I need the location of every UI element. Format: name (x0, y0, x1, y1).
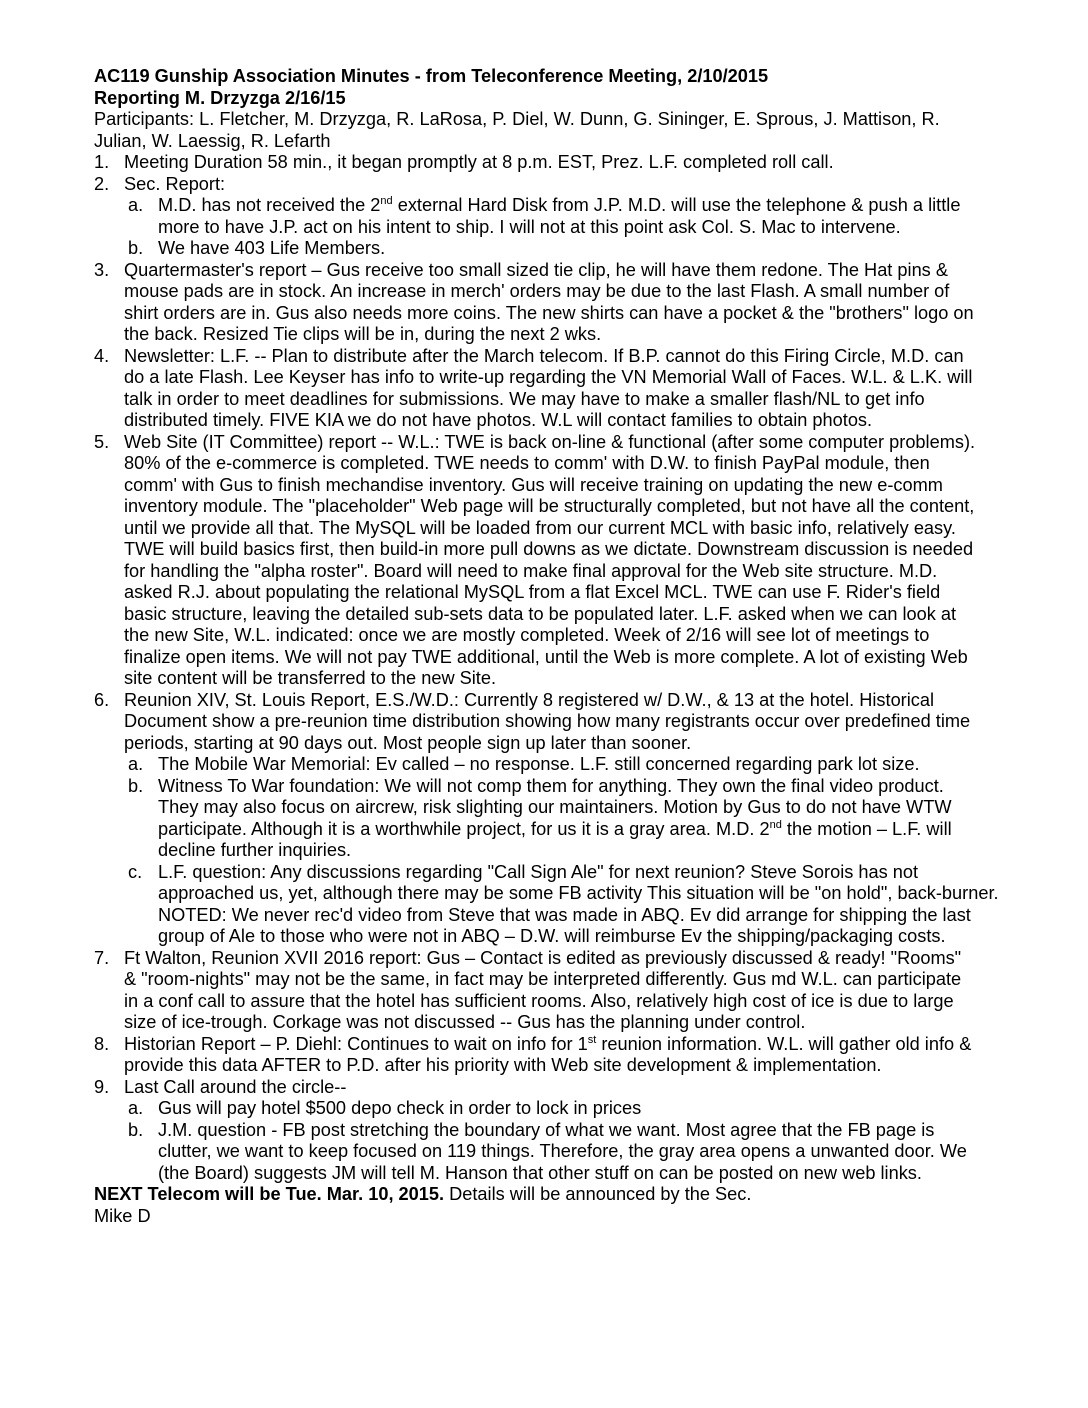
sub-item-text: J.M. question - FB post stretching the boundary of what we want. Most agree that the FB page is (158, 1119, 935, 1140)
sub-item-text: They may also focus on aircrew, risk slighting our maintainers. Motion by Gus to do not have WTW (158, 797, 952, 817)
item-text: Web Site (IT Committee) report -- W.L.: TWE is back on-line & functional (after some computer problems). (124, 431, 976, 452)
participants (94, 109, 1030, 152)
agenda-item-8 (94, 1034, 1030, 1077)
item-text: talk in order to meet deadlines for submissions. We may have to make a smaller flash/NL to get info (124, 388, 925, 409)
agenda-item-9 (94, 1077, 1030, 1099)
superscript: nd (769, 818, 782, 831)
agenda-item-1 (94, 152, 1030, 174)
item-text: in a conf call to assure that the hotel has sufficient rooms. Also, relatively high cost of ice is due to large (124, 990, 954, 1011)
sub-item-text: We have 403 Life Members. (158, 238, 386, 258)
item-text: for handling the "alpha roster". Board will need to make final approval for the Web site structure. M.D. (124, 560, 938, 581)
sub-item-text: Gus will pay hotel $500 depo check in order to lock in prices (158, 1098, 642, 1118)
item-number: 9. (94, 1076, 110, 1097)
item-text: periods, starting at 90 days out. Most people sign up later than sooner. (124, 732, 692, 753)
sub-item-text: Witness To War foundation: We will not comp them for anything. They own the final video product. (158, 775, 944, 796)
text-span: external Hard Disk from J.P. M.D. will use the telephone & push a little (392, 195, 961, 215)
item-number: 4. (94, 345, 110, 366)
sub-item-text: clutter, we want to keep focused on 119 things. Therefore, the gray area opens a unwanted door. We (158, 1141, 967, 1161)
agenda-item-3 (94, 260, 1030, 346)
item-text: distributed timely. FIVE KIA we do not have photos. W.L will contact families to obtain photos. (124, 410, 873, 430)
item-number: 6. (94, 689, 110, 710)
item-number: 7. (94, 947, 110, 968)
item-text: the back. Resized Tie clips will be in, during the next 2 wks. (124, 324, 602, 344)
sub-item-letter: b. (128, 1119, 144, 1140)
item-text: 80% of the e-commerce is completed. TWE needs to comm' with D.W. to finish PayPal module, then (124, 453, 930, 473)
text-span: reunion information. W.L. will gather old info & (596, 1033, 972, 1054)
sub-item-6c (94, 862, 1030, 948)
signature: Mike D (94, 1205, 151, 1226)
sub-item-letter: c. (128, 861, 143, 882)
item-text: site content will be transferred to the new Site. (124, 668, 497, 688)
sub-item-text: decline further inquiries. (158, 840, 352, 860)
item-text: basic structure, leaving the detailed sub-sets data to be populated later. L.F. asked when we can look at (124, 603, 957, 624)
item-text: Reunion XIV, St. Louis Report, E.S./W.D.: Currently 8 registered w/ D.W., & 13 at the hotel. Historical (124, 689, 935, 710)
item-text: asked R.J. about populating the relational MySQL from a flat Excel MCL. TWE can use F. Rider's field (124, 582, 941, 602)
sub-item-6a (94, 754, 1030, 776)
item-text: until we provide all that. The MySQL will be loaded from our current MCL with basic info, relatively easy. (124, 517, 956, 538)
minutes-document (94, 66, 1030, 1227)
sub-item-text: approached us, yet, although there may be some FB activity This situation will be "on hold", back-burner. (158, 883, 999, 903)
sub-item-9b (94, 1120, 1030, 1185)
agenda-item-4 (94, 346, 1030, 432)
next-telecom-note (94, 1184, 1030, 1206)
sub-item-9a (94, 1098, 1030, 1120)
item-text: Newsletter: L.F. -- Plan to distribute after the March telecom. If B.P. cannot do this Firing Circle, M.D. can (124, 345, 964, 366)
item-text: do a late Flash. Lee Keyser has info to write-up regarding the VN Memorial Wall of Faces. W.L. & L.K. will (124, 367, 973, 387)
sub-item-text: group of Ale to those who were not in ABQ – D.W. will reimburse Ev the shipping/packaging costs. (158, 926, 946, 946)
next-telecom-details: Details will be announced by the Sec. (444, 1184, 752, 1204)
sub-item-text: (the Board) suggests JM will tell M. Hanson that other stuff on can be posted on new web links. (158, 1162, 922, 1183)
text-span: M.D. has not received the 2 (158, 195, 381, 215)
item-text: mouse pads are in stock. An increase in merch' orders may be due to the last Flash. A small number of (124, 281, 950, 301)
item-text: & "room-nights" may not be the same, in fact may be interpreted differently. Gus md W.L. can participate (124, 969, 962, 989)
agenda-item-7 (94, 948, 1030, 1034)
item-text: Last Call around the circle-- (124, 1076, 347, 1097)
agenda-item-6 (94, 690, 1030, 755)
item-text: finalize open items. We will not pay TWE additional, until the Web is more complete. A lot of existing Web (124, 646, 968, 667)
item-number: 1. (94, 152, 110, 172)
reporting-line: Reporting M. Drzyzga 2/16/15 (94, 87, 346, 108)
item-text: provide this data AFTER to P.D. after his priority with Web site development & implementation. (124, 1055, 882, 1075)
item-number: 3. (94, 259, 110, 280)
superscript: st (587, 1033, 597, 1046)
sub-item-text: The Mobile War Memorial: Ev called – no response. L.F. still concerned regarding park lot size. (158, 754, 920, 774)
sub-item-letter: b. (128, 775, 144, 796)
item-text: inventory module. The "placeholder" Web page will be structurally completed, but not have all the content, (124, 496, 975, 516)
sub-item-text: NOTED: We never rec'd video from Steve that was made in ABQ. Ev did arrange for shipping the last (158, 904, 971, 925)
sub-item-letter: a. (128, 195, 144, 215)
sub-item-2b (94, 238, 1030, 260)
item-text: Ft Walton, Reunion XVII 2016 report: Gus – Contact is edited as previously discussed & ready! "Rooms" (124, 947, 962, 968)
agenda-item-5 (94, 432, 1030, 690)
item-text: Sec. Report: (124, 173, 226, 194)
item-number: 8. (94, 1033, 110, 1054)
next-telecom-date: NEXT Telecom will be Tue. Mar. 10, 2015. (94, 1184, 445, 1204)
item-text: TWE will build basics first, then build-in more pull downs as we dictate. Downstream discussion is needed (124, 539, 974, 559)
item-text: comm' with Gus to finish mechandise inventory. Gus will receive training on updating the new e-comm (124, 474, 943, 495)
item-number: 5. (94, 431, 110, 452)
sub-item-letter: b. (128, 238, 144, 258)
sub-item-letter: a. (128, 1098, 144, 1118)
text-span: Historian Report – P. Diehl: Continues to wait on info for 1 (124, 1033, 588, 1054)
sub-item-text: more to have J.P. act on his intent to ship. I will not at this point ask Col. S. Mac to intervene. (158, 216, 901, 237)
text-span: participate. Although it is a worthwhile project, for us it is a gray area. M.D. 2 (158, 818, 770, 839)
participants-line: Julian, W. Laessig, R. Lefarth (94, 130, 331, 151)
item-text: the new Site, W.L. indicated: once we are mostly completed. Week of 2/16 will see lot of meetings to (124, 625, 930, 645)
item-text: Quartermaster's report – Gus receive too small sized tie clip, he will have them redone. The Hat pins & (124, 259, 948, 280)
item-number: 2. (94, 173, 110, 194)
sub-item-text: L.F. question: Any discussions regarding "Call Sign Ale" for next reunion? Steve Sorois has not (158, 861, 919, 882)
sub-item-6b (94, 776, 1030, 862)
sub-item-text (158, 819, 1030, 841)
document-title: AC119 Gunship Association Minutes - from Teleconference Meeting, 2/10/2015 (94, 66, 769, 86)
item-text (124, 1034, 1030, 1056)
sub-item-2a (94, 195, 1030, 238)
item-text: Document show a pre-reunion time distribution showing how many registrants occur over predefined time (124, 711, 971, 731)
item-text: shirt orders are in. Gus also needs more coins. The new shirts can have a pocket & the "brothers" logo on (124, 302, 974, 323)
item-text: size of ice-trough. Corkage was not discussed -- Gus has the planning under control. (124, 1012, 806, 1032)
item-text: Meeting Duration 58 min., it began promptly at 8 p.m. EST, Prez. L.F. completed roll call. (124, 152, 834, 172)
sub-item-text (158, 195, 1030, 217)
superscript: nd (380, 194, 393, 207)
agenda-item-2 (94, 174, 1030, 196)
participants-line: Participants: L. Fletcher, M. Drzyzga, R. LaRosa, P. Diel, W. Dunn, G. Sininger, E. Sprous, J. Mattison, R. (94, 109, 940, 129)
sub-item-letter: a. (128, 754, 144, 774)
text-span: the motion – L.F. will (781, 818, 952, 839)
